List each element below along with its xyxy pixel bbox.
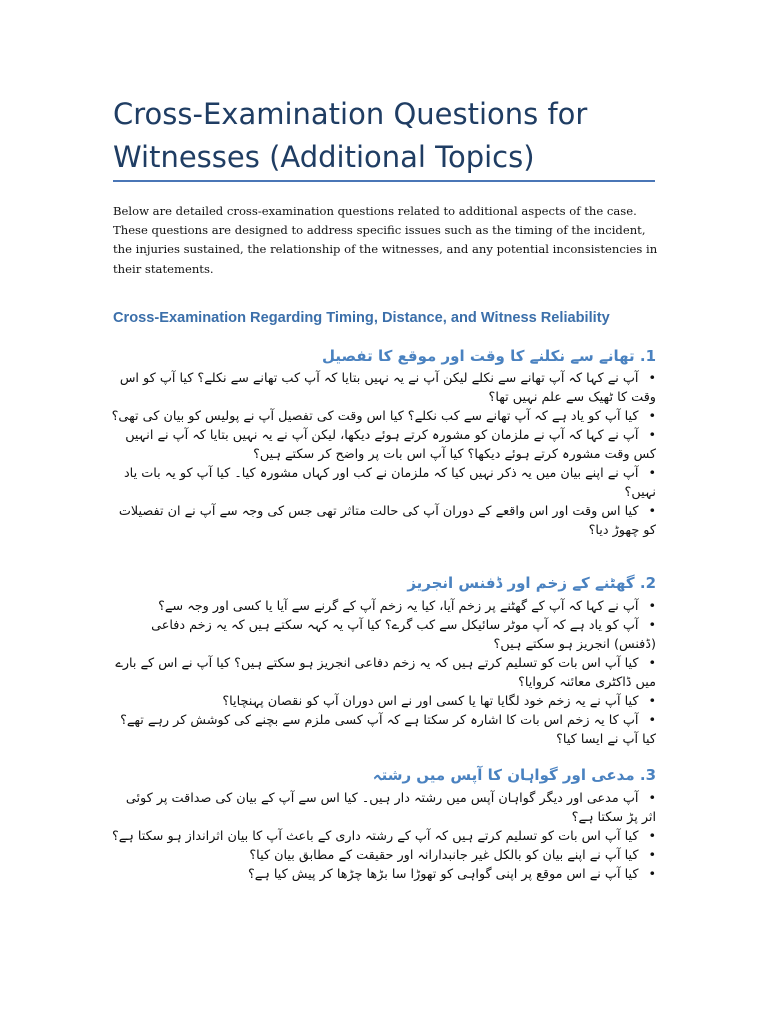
subsection-title: مدعی اور گواہان کا آپس میں رشتہ xyxy=(372,766,635,784)
list-item: • کیا آپ اس بات کو تسلیم کرتے ہیں کہ یہ زخم دفاعی انجریز ہو سکتے ہیں؟ کیا آپ نے اس کے بارے میں ڈاکٹری معائنہ کروایا؟ xyxy=(108,654,656,692)
list-item: • کیا آپ نے یہ زخم خود لگایا تھا یا کسی اور نے اس دوران آپ کو نقصان پہنچایا؟ xyxy=(108,692,656,711)
subsection-title: تھانے سے نکلنے کا وقت اور موقع کا تفصیل xyxy=(322,347,635,365)
title-divider xyxy=(113,180,655,182)
subsection-heading-1 xyxy=(111,347,656,365)
list-item: • آپ کو یاد ہے کہ آپ موٹر سائیکل سے کب گرے؟ کیا آپ یہ کہہ سکتے ہیں کہ یہ زخم دفاعی (ڈفنس) انجریز ہو سکتے ہیں؟ xyxy=(108,616,656,654)
list-item: • کیا اس وقت اور اس واقعے کے دوران آپ کی حالت متاثر تھی جس کی وجہ سے آپ نے ان تفصیلات کو چھوڑ دیا؟ xyxy=(108,502,656,540)
subsection-title: گھٹنے کے زخم اور ڈفنس انجریز xyxy=(407,574,635,592)
list-item: • آپ کا یہ زخم اس بات کا اشارہ کر سکتا ہے کہ آپ کسی ملزم سے بچنے کی کوشش کر رہے تھے؟ کیا آپ نے ایسا کیا؟ xyxy=(108,711,656,749)
document-title: Cross-Examination Questions for Witnesses (Additional Topics) xyxy=(113,97,588,174)
section-heading: Cross-Examination Regarding Timing, Distance, and Witness Reliability xyxy=(113,310,610,326)
question-list-2 xyxy=(108,597,656,749)
intro-paragraph: Below are detailed cross-examination questions related to additional aspects of the case. These questions are designed to address specific issues such as the timing of the incident, the injuries sustained, the relationship of the witnesses, and any potential inconsistencies in their statements. xyxy=(113,204,658,276)
subsection-number: 1. xyxy=(639,347,656,365)
question-list-1 xyxy=(108,369,656,540)
list-item: • آپ مدعی اور دیگر گواہان آپس میں رشتہ دار ہیں۔ کیا اس سے آپ کے بیان کی صداقت پر کوئی اثر پڑ سکتا ہے؟ xyxy=(108,789,656,827)
list-item: • آپ نے کہا کہ آپ نے ملزمان کو مشورہ کرتے ہوئے دیکھا، لیکن آپ نے یہ نہیں بتایا کہ آپ نے انہیں کس وقت مشورہ کرتے ہوئے دیکھا؟ کیا آپ اس بات پر واضح کر سکتے ہیں؟ xyxy=(108,426,656,464)
list-item: • کیا آپ نے اپنے بیان کو بالکل غیر جانبدارانہ اور حقیقت کے مطابق بیان کیا؟ xyxy=(108,846,656,865)
list-item: • کیا آپ کو یاد ہے کہ آپ تھانے سے کب نکلے؟ کیا اس وقت کی تفصیل آپ نے پولیس کو بیان کی تھی؟ xyxy=(108,407,656,426)
list-item: • آپ نے کہا کہ آپ کے گھٹنے پر زخم آیا، کیا یہ زخم آپ کے گرنے سے آیا یا کسی اور وجہ سے؟ xyxy=(108,597,656,616)
subsection-number: 3. xyxy=(639,766,656,784)
subsection-number: 2. xyxy=(639,574,656,592)
list-item: • آپ نے کہا کہ آپ تھانے سے نکلے لیکن آپ نے یہ نہیں بتایا کہ آپ کب تھانے سے نکلے؟ کیا آپ کو اس وقت کا ٹھیک سے علم نہیں تھا؟ xyxy=(108,369,656,407)
subsection-heading-3 xyxy=(111,766,656,784)
list-item: • آپ نے اپنے بیان میں یہ ذکر نہیں کیا کہ ملزمان نے کب اور کہاں مشورہ کیا۔ کیا آپ کو یہ بات یاد نہیں؟ xyxy=(108,464,656,502)
question-list-3 xyxy=(108,789,656,884)
list-item: • کیا آپ نے اس موقع پر اپنی گواہی کو تھوڑا سا بڑھا چڑھا کر پیش کیا ہے؟ xyxy=(108,865,656,884)
subsection-heading-2 xyxy=(111,574,656,592)
list-item: • کیا آپ اس بات کو تسلیم کرتے ہیں کہ آپ کے رشتہ داری کے باعث آپ کا بیان اثرانداز ہو سکتا ہے؟ xyxy=(108,827,656,846)
